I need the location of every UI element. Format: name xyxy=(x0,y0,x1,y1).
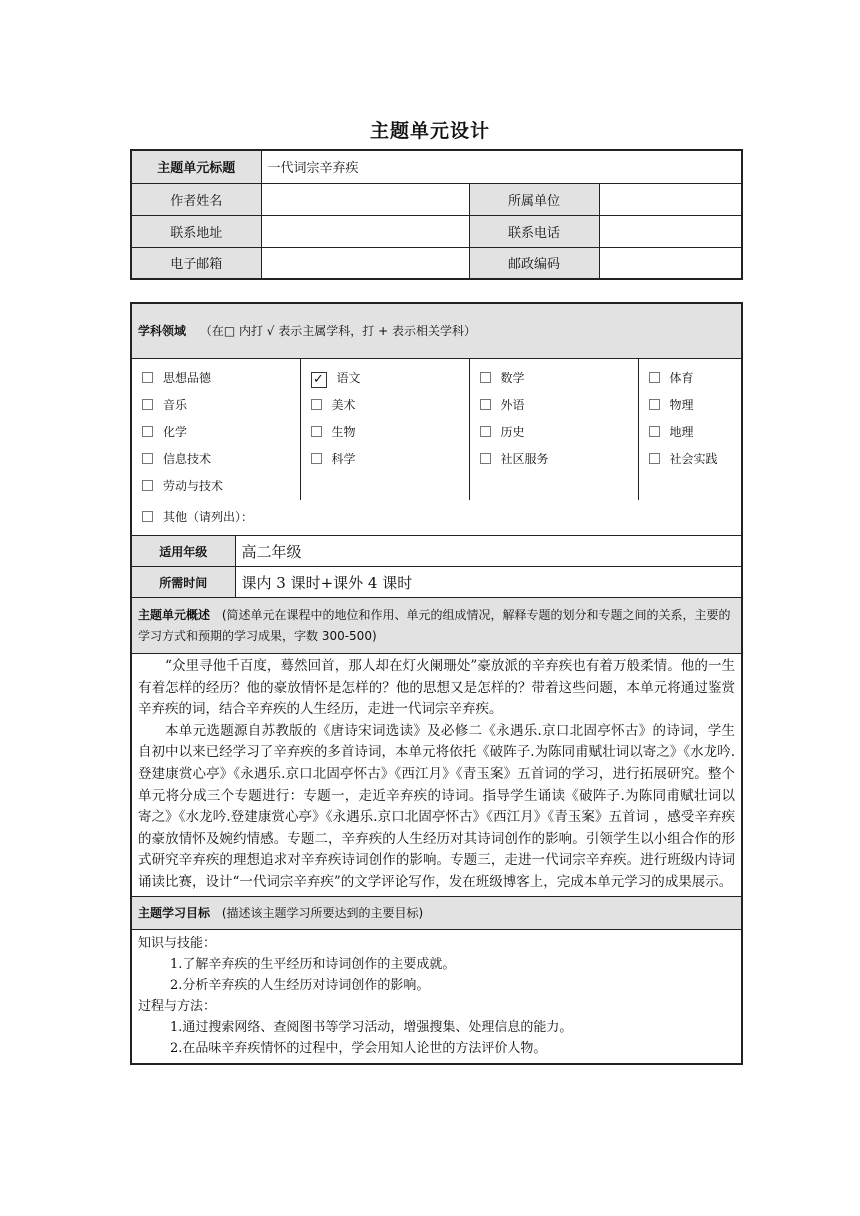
subject-note: （在□ 内打 √ 表示主属学科，打 + 表示相关学科） xyxy=(199,324,476,339)
subject-column xyxy=(300,358,469,500)
address-field[interactable] xyxy=(261,215,469,247)
subject-option[interactable]: 数学 xyxy=(470,365,638,392)
checkbox-icon[interactable] xyxy=(649,372,660,383)
checkbox-icon[interactable] xyxy=(142,372,153,383)
overview-paragraph: “众里寻他千百度，蓦然回首，那人却在灯火阑珊处”豪放派的辛弃疾也有着万般柔情。他的一生有着怎样的经历？他的豪放情怀是怎样的？他的思想又是怎样的？带着这些问题，本单元将通过鉴赏辛弃疾的词，结合辛弃疾的人生经历，走进一代词宗辛弃疾。 xyxy=(138,658,736,718)
zip-label: 邮政编码 xyxy=(469,247,599,279)
checkbox-icon[interactable] xyxy=(142,511,153,522)
checkbox-icon[interactable] xyxy=(480,426,491,437)
subject-option[interactable]: 社会实践 xyxy=(639,446,742,473)
page-title: 主题单元设计 xyxy=(369,120,490,142)
overview-paragraph: 本单元选题源自苏教版的《唐诗宋词选读》及必修二《永遇乐.京口北固亭怀古》的诗词，学生自初中以来已经学习了辛弃疾的多首诗词，本单元将依托《破阵子.为陈同甫赋壮词以寄之》《水龙吟.登建康赏心亭》《永遇乐.京口北固亭怀古》《西江月》《青玉案》五首词的学习，进行拓展研究。整个单元将分成三个专题进行：专题一，走近辛弃疾的诗词。指导学生诵读《破阵子.为陈同甫赋壮词以寄之》《水龙吟.登建康赏心亭》《永遇乐.京口北固亭怀古》《西江月》《青玉案》五首词 ，感受辛弃疾的豪放情怀及婉约情感。专题二，辛弃疾的人生经历对其诗词创作的影响。引领学生以小组合作的形式研究辛弃疾的理想追求对辛弃疾诗词创作的影响。专题三，走进一代词宗辛弃疾。进行班级内诗词诵读比赛，设计“一代词宗辛弃疾”的文学评论写作，发在班级博客上，完成本单元学习的成果展示。 xyxy=(138,722,736,890)
subject-column xyxy=(131,358,300,500)
subject-option[interactable]: 历史 xyxy=(470,419,638,446)
grade-label: 适用年级 xyxy=(131,536,235,567)
grade-value[interactable]: 高二年级 xyxy=(235,536,742,567)
subject-option[interactable]: 社区服务 xyxy=(470,446,638,473)
goals-note: (描述该主题学习所要达到的主要目标) xyxy=(221,906,424,921)
subject-option[interactable]: 思想品德 xyxy=(132,365,300,392)
subject-option[interactable]: 其他（请列出）： xyxy=(132,504,741,531)
checkbox-icon[interactable] xyxy=(480,399,491,410)
checkmark-icon[interactable]: ✓ xyxy=(311,372,327,388)
organization-field[interactable] xyxy=(599,183,742,215)
goals-header xyxy=(131,896,742,929)
checkbox-icon[interactable] xyxy=(311,426,322,437)
time-value[interactable]: 课内 3 课时+课外 4 课时 xyxy=(235,567,742,598)
phone-field[interactable] xyxy=(599,215,742,247)
subject-option[interactable]: 美术 xyxy=(301,392,469,419)
subject-label: 学科领域 xyxy=(138,324,187,339)
subject-option[interactable]: ✓ 语文 xyxy=(301,365,469,392)
subject-column xyxy=(469,358,638,500)
subject-option[interactable]: 生物 xyxy=(301,419,469,446)
subject-option[interactable]: 体育 xyxy=(639,365,742,392)
time-label: 所需时间 xyxy=(131,567,235,598)
goal-item: 1.了解辛弃疾的生平经历和诗词创作的主要成就。 xyxy=(170,956,456,972)
checkbox-icon[interactable] xyxy=(480,372,491,383)
unit-title-value[interactable]: 一代词宗辛弃疾 xyxy=(261,150,742,183)
goals-text[interactable] xyxy=(131,929,742,1064)
goal-item: 2.在品味辛弃疾情怀的过程中，学会用知人论世的方法评价人物。 xyxy=(170,1040,547,1056)
overview-note: (简述单元在课程中的地位和作用、单元的组成情况，解释专题的划分和专题之间的关系，主要的学习方式和预期的学习成果，字数 300-500) xyxy=(138,607,731,643)
goals-label: 主题学习目标 xyxy=(138,906,211,921)
unit-title-label: 主题单元标题 xyxy=(131,150,261,183)
email-field[interactable] xyxy=(261,247,469,279)
goal-item: 1.通过搜索网络、查阅图书等学习活动，增强搜集、处理信息的能力。 xyxy=(170,1019,573,1035)
subject-option[interactable]: 化学 xyxy=(132,419,300,446)
unit-design-table xyxy=(130,302,743,1065)
subject-option[interactable]: 地理 xyxy=(639,419,742,446)
subject-option[interactable]: 外语 xyxy=(470,392,638,419)
subject-column xyxy=(638,358,742,500)
subject-option[interactable]: 信息技术 xyxy=(132,446,300,473)
checkbox-icon[interactable] xyxy=(649,426,660,437)
checkbox-icon[interactable] xyxy=(649,453,660,464)
organization-label: 所属单位 xyxy=(469,183,599,215)
checkbox-icon[interactable] xyxy=(311,399,322,410)
overview-label: 主题单元概述 xyxy=(138,607,211,622)
subject-option[interactable]: 劳动与技术 xyxy=(132,473,300,500)
checkbox-icon[interactable] xyxy=(480,453,491,464)
overview-header xyxy=(131,598,742,654)
goals-section-heading: 过程与方法： xyxy=(138,998,217,1014)
checkbox-icon[interactable] xyxy=(311,453,322,464)
address-label: 联系地址 xyxy=(131,215,261,247)
author-name-field[interactable] xyxy=(261,183,469,215)
subject-option[interactable]: 科学 xyxy=(301,446,469,473)
checkbox-icon[interactable] xyxy=(142,480,153,491)
checkbox-icon[interactable] xyxy=(142,426,153,437)
phone-label: 联系电话 xyxy=(469,215,599,247)
checkbox-icon[interactable] xyxy=(649,399,660,410)
author-name-label: 作者姓名 xyxy=(131,183,261,215)
zip-field[interactable] xyxy=(599,247,742,279)
author-info-table xyxy=(130,149,743,280)
overview-text[interactable] xyxy=(131,654,742,897)
email-label: 电子邮箱 xyxy=(131,247,261,279)
goals-section-heading: 知识与技能： xyxy=(138,935,217,951)
subject-header xyxy=(131,303,742,358)
other-subject-row xyxy=(131,500,742,536)
subject-option[interactable]: 音乐 xyxy=(132,392,300,419)
subject-option[interactable]: 物理 xyxy=(639,392,742,419)
goal-item: 2.分析辛弃疾的人生经历对诗词创作的影响。 xyxy=(170,977,430,993)
checkbox-icon[interactable] xyxy=(142,399,153,410)
checkbox-icon[interactable] xyxy=(142,453,153,464)
